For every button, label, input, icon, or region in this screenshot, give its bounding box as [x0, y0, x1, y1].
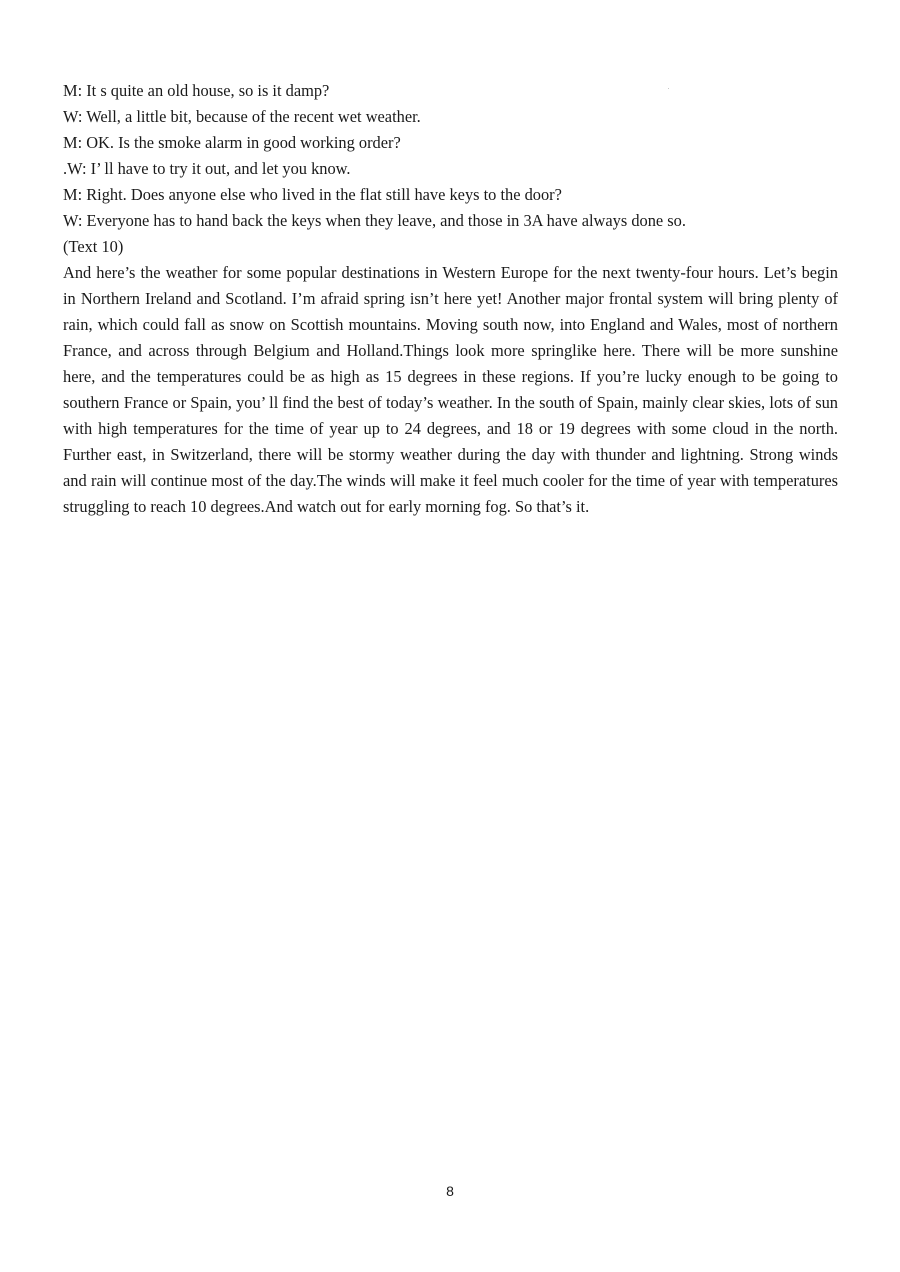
dialogue-line: .W: I’ ll have to try it out, and let you know.: [63, 159, 351, 178]
dialogue-line: W: Everyone has to hand back the keys when they leave, and those in 3A have always done so.: [63, 211, 686, 230]
dialogue-line: M: Right. Does anyone else who lived in the flat still have keys to the door?: [63, 185, 562, 204]
section-label: (Text 10): [63, 237, 124, 256]
page-number: 8: [446, 1183, 454, 1199]
dialogue-line: M: It s quite an old house, so is it damp?: [63, 81, 330, 100]
transcript-body: [63, 78, 838, 520]
weather-passage: And here’s the weather for some popular destinations in Western Europe for the next twenty-four hours. Let’s begin in Northern Ireland and Scotland. I’m afraid spring isn’t here yet! Another major frontal system will bring plenty of rain, which could fall as snow on Scottish mountains. Moving south now, into England and Wales, most of northern France, and across through Belgium and Holland.Things look more springlike here. There will be more sunshine here, and the temperatures could be as high as 15 degrees in these regions. If you’re lucky enough to be going to southern France or Spain, you’ ll find the best of today’s weather. In the south of Spain, mainly clear skies, lots of sun with high temperatures for the time of year up to 24 degrees, and 18 or 19 degrees with some cloud in the north. Further east, in Switzerland, there will be stormy weather during the day with thunder and lightning. Strong winds and rain will continue most of the day.The winds will make it feel much cooler for the time of year with temperatures struggling to reach 10 degrees.And watch out for early morning fog. So that’s it.: [63, 263, 838, 516]
dialogue-line: M: OK. Is the smoke alarm in good working order?: [63, 133, 401, 152]
dialogue-line: W: Well, a little bit, because of the recent wet weather.: [63, 107, 421, 126]
